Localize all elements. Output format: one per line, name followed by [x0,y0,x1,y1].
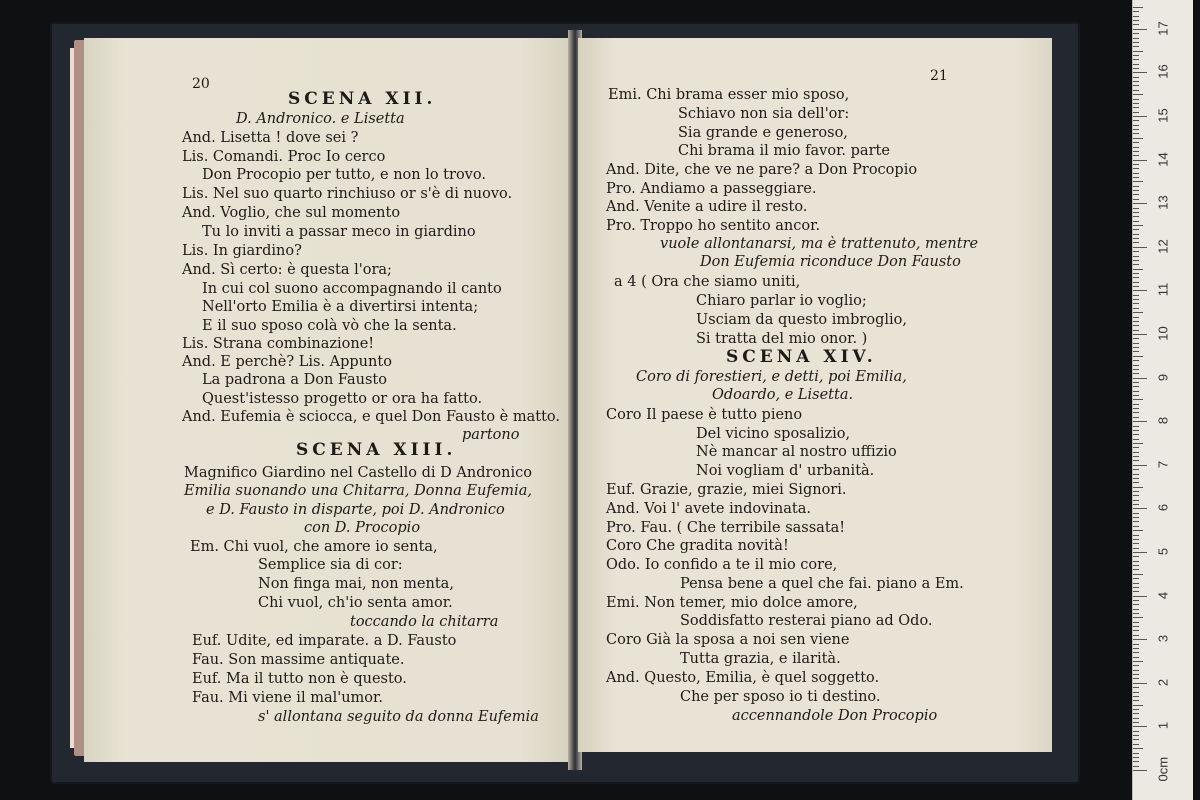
ruler-tick [1133,578,1139,579]
ruler-tick [1133,766,1139,767]
left-text-line: Euf. Ma il tutto non è questo. [192,671,407,687]
ruler-tick [1133,369,1139,370]
ruler-tick [1133,513,1139,514]
ruler-number: 12 [1155,239,1171,254]
right-text-line: Coro Che gradita novità! [606,538,789,554]
ruler-tick [1133,238,1139,239]
ruler-tick [1133,665,1139,666]
ruler-tick [1133,282,1139,283]
right-text-line: Euf. Grazie, grazie, miei Signori. [606,482,847,498]
ruler-tick [1133,90,1139,91]
ruler-number: 4 [1155,591,1171,599]
left-text-line: Don Procopio per tutto, e non lo trovo. [202,167,486,183]
ruler-tick [1133,303,1139,304]
ruler-tick [1133,508,1147,509]
ruler-tick [1133,203,1147,204]
ruler-number: 16 [1155,64,1171,80]
ruler-tick [1133,382,1139,383]
ruler-tick [1133,260,1139,261]
ruler-tick [1133,42,1139,43]
left-text-line: Tu lo inviti a passar meco in giardino [202,224,476,240]
ruler-tick [1133,404,1139,405]
right-text-line: Schiavo non sia dell'or: [678,106,850,122]
left-text-line: And. Eufemia è sciocca, e quel Don Fausto è matto. [182,409,560,425]
ruler-tick [1133,613,1139,614]
right-text-line: Pensa bene a quel che fai. piano a Em. [680,576,964,592]
right-text-line: Si tratta del mio onor. ) [696,331,868,347]
ruler-tick [1133,68,1139,69]
ruler-tick [1133,269,1143,270]
ruler-number: 6 [1155,504,1171,512]
ruler-tick [1133,365,1139,366]
ruler-tick [1133,334,1147,335]
ruler-tick [1133,421,1147,422]
ruler-tick [1133,99,1139,100]
ruler-tick [1133,408,1139,409]
right-text-line: Tutta grazia, e ilarità. [680,651,841,667]
ruler-tick [1133,142,1139,143]
right-text-line: And. Dite, che ve ne pare? a Don Procopio [606,162,918,178]
ruler-tick [1133,308,1139,309]
right-text-line: Pro. Andiamo a passeggiare. [606,181,817,197]
ruler-tick [1133,317,1139,318]
ruler-tick [1133,626,1139,627]
ruler-tick [1133,251,1139,252]
left-text-line: And. E perchè? Lis. Appunto [182,354,392,370]
ruler-tick [1133,770,1147,771]
left-text-line: Lis. Nel suo quarto rinchiuso or s'è di nuovo. [182,186,513,202]
ruler-tick [1133,530,1143,531]
ruler-tick [1133,338,1139,339]
ruler-tick [1133,356,1143,357]
ruler-tick [1133,295,1139,296]
ruler-tick [1133,64,1139,65]
ruler-tick [1133,330,1139,331]
ruler-tick [1133,168,1139,169]
ruler-tick [1133,164,1139,165]
ruler-tick [1133,674,1139,675]
ruler-number: 11 [1155,283,1171,297]
ruler-tick [1133,229,1139,230]
ruler-tick [1133,72,1147,73]
ruler-tick [1133,138,1143,139]
right-text-line: And. Venite a udire il resto. [606,199,808,215]
ruler-tick [1133,692,1139,693]
left-text-line: And. Sì certo: è questa l'ora; [182,262,392,278]
ruler-tick [1133,683,1147,684]
ruler-tick [1133,670,1139,671]
ruler-tick [1133,565,1139,566]
ruler-tick [1133,504,1139,505]
right-text-line: Pro. Troppo ho sentito ancor. [606,218,821,234]
left-text-line: Lis. Strana combinazione! [182,336,375,352]
ruler-tick [1133,155,1139,156]
ruler-tick [1133,256,1139,257]
page-number-left: 20 [192,76,210,92]
ruler-tick [1133,177,1139,178]
ruler-tick [1133,85,1139,86]
left-text-line: s' allontana seguito da donna Eufemia [258,709,539,725]
ruler-tick [1133,242,1139,243]
ruler-tick [1133,548,1139,549]
ruler-tick [1133,225,1143,226]
left-text-line: e D. Fausto in disparte, poi D. Andronico [206,502,505,518]
ruler-tick [1133,748,1143,749]
ruler-tick [1133,460,1139,461]
ruler-tick [1133,569,1139,570]
right-text-line: Emi. Non temer, mio dolce amore, [606,595,858,611]
ruler-tick [1133,24,1139,25]
right-text-line: And. Voi l' avete indovinata. [606,501,811,517]
left-text-line: E il suo sposo colà vò che la senta. [202,318,457,334]
right-text-line: Coro di forestieri, e detti, poi Emilia, [636,369,907,385]
ruler-tick [1133,443,1143,444]
ruler-tick [1133,661,1143,662]
ruler-tick [1133,120,1139,121]
ruler-tick [1133,299,1139,300]
ruler-tick [1133,173,1139,174]
page-number-right: 21 [930,68,948,84]
ruler-tick [1133,417,1139,418]
ruler-tick [1133,29,1147,30]
ruler-tick [1133,617,1143,618]
ruler-tick [1133,391,1139,392]
ruler-tick [1133,556,1139,557]
ruler-tick [1133,94,1143,95]
ruler-tick [1133,495,1139,496]
ruler-tick [1133,11,1139,12]
ruler-tick [1133,456,1139,457]
ruler-tick [1133,583,1139,584]
ruler-tick [1133,526,1139,527]
ruler-tick [1133,378,1147,379]
ruler-tick [1133,264,1139,265]
right-text-line: Soddisfatto resterai piano ad Odo. [680,613,933,629]
right-text-line: a 4 ( Ora che siamo uniti, [614,274,801,290]
ruler-tick [1133,20,1139,21]
ruler-number: 5 [1155,547,1171,556]
ruler-tick [1133,129,1139,130]
ruler-tick [1133,46,1139,47]
right-text-line: Odo. Io confido a te il mio core, [606,557,838,573]
ruler-tick [1133,630,1139,631]
ruler-number: 9 [1155,373,1171,381]
ruler-tick [1133,343,1139,344]
left-text-line: D. Andronico. e Lisetta [236,111,405,127]
ruler-tick [1133,77,1139,78]
ruler-tick [1133,700,1139,701]
ruler-tick [1133,447,1139,448]
right-text-line: SCENA XIV. [726,347,877,367]
ruler-tick [1133,107,1139,108]
left-text-line: partono [462,427,520,443]
ruler-tick [1133,561,1139,562]
ruler-tick [1133,644,1139,645]
ruler-tick [1133,290,1147,291]
ruler-tick [1133,351,1139,352]
ruler-tick [1133,452,1139,453]
ruler-number: 13 [1155,195,1171,210]
right-text-line: vuole allontanarsi, ma è trattenuto, mentre [660,236,979,252]
ruler-tick [1133,16,1139,17]
ruler-tick [1133,622,1139,623]
ruler-tick [1133,735,1139,736]
left-text-line: Magnifico Giardino nel Castello di D Andronico [184,465,532,481]
left-text-line: Fau. Mi viene il mal'umor. [192,690,383,706]
ruler-tick [1133,312,1143,313]
ruler-tick [1133,81,1139,82]
ruler-tick [1133,648,1139,649]
right-text-line: accennandole Don Procopio [732,708,938,724]
ruler-tick [1133,465,1147,466]
right-text-line: Don Eufemia riconduce Don Fausto [700,254,961,270]
ruler-tick [1133,434,1139,435]
ruler-tick [1133,687,1139,688]
ruler-tick [1133,753,1139,754]
ruler-tick [1133,221,1139,222]
ruler-tick [1133,234,1139,235]
ruler-number: 2 [1155,678,1171,686]
ruler-tick [1133,722,1139,723]
ruler-number: 10 [1155,326,1171,341]
ruler-tick [1133,731,1139,732]
right-text-line: Noi vogliam d' urbanità. [696,463,875,479]
ruler-tick [1133,216,1139,217]
ruler-tick [1133,208,1139,209]
left-text-line: In cui col suono accompagnando il canto [202,281,502,297]
ruler-tick [1133,277,1139,278]
ruler-tick [1133,160,1147,161]
ruler-tick [1133,705,1143,706]
ruler-tick [1133,181,1143,182]
right-text-line: Chi brama il mio favor. parte [678,143,890,159]
left-text-line: La padrona a Don Fausto [202,372,387,388]
ruler-tick [1133,574,1143,575]
ruler-number: 8 [1155,417,1171,425]
measuring-ruler [1132,0,1193,800]
left-text-line: Emilia suonando una Chitarra, Donna Eufemia, [184,483,532,499]
ruler-tick [1133,426,1139,427]
left-text-line: Em. Chi vuol, che amore io senta, [190,539,438,555]
ruler-tick [1133,696,1139,697]
ruler-tick [1133,190,1139,191]
ruler-tick [1133,521,1139,522]
ruler-tick [1133,199,1139,200]
ruler-tick [1133,360,1139,361]
left-text-line: Semplice sia di cor: [258,557,403,573]
right-text-line: Chiaro parlar io voglio; [696,293,867,309]
left-text-line: Quest'istesso progetto or ora ha fatto. [202,391,483,407]
ruler-tick [1133,609,1139,610]
ruler-tick [1133,500,1139,501]
ruler-tick [1133,739,1139,740]
ruler-tick [1133,761,1139,762]
left-text-line: Lis. In giardino? [182,243,302,259]
ruler-tick [1133,55,1139,56]
ruler-tick [1133,469,1139,470]
ruler-tick [1133,757,1139,758]
ruler-tick [1133,639,1147,640]
ruler-tick [1133,347,1139,348]
right-text-line: Odoardo, e Lisetta. [712,387,854,403]
ruler-tick [1133,321,1139,322]
right-text-line: Nè mancar al nostro uffizio [696,444,897,460]
ruler-tick [1133,125,1139,126]
left-text-line: SCENA XII. [288,89,437,109]
ruler-tick [1133,482,1139,483]
ruler-tick [1133,535,1139,536]
ruler-tick [1133,151,1139,152]
ruler-tick [1133,399,1143,400]
left-text-line: toccando la chitarra [350,614,499,630]
right-text-line: Che per sposo io ti destino. [680,689,881,705]
ruler-tick [1133,635,1139,636]
ruler-tick [1133,517,1139,518]
ruler-tick [1133,59,1139,60]
ruler-number: 14 [1155,151,1171,167]
ruler-tick [1133,657,1139,658]
ruler-tick [1133,474,1139,475]
ruler-number: 7 [1155,460,1171,468]
ruler-tick [1133,718,1139,719]
right-text-line: Usciam da questo imbroglio, [696,312,907,328]
right-text-line: Coro Già la sposa a noi sen viene [606,632,850,648]
ruler-tick [1133,33,1139,34]
ruler-tick [1133,744,1139,745]
ruler-tick [1133,439,1139,440]
right-text-line: Sia grande e generoso, [678,125,848,141]
right-text-line: Pro. Fau. ( Che terribile sassata! [606,520,846,536]
right-text-line: Emi. Chi brama esser mio sposo, [608,87,850,103]
left-text-line: And. Voglio, che sul momento [182,205,401,221]
ruler-tick [1133,552,1147,553]
ruler-tick [1133,487,1143,488]
ruler-tick [1133,373,1139,374]
ruler-tick [1133,678,1139,679]
ruler-number: 15 [1155,108,1171,123]
ruler-tick [1133,713,1139,714]
left-text-line: con D. Procopio [304,520,421,536]
ruler-tick [1133,386,1139,387]
ruler-unit-label: 0cm [1155,756,1171,782]
ruler-tick [1133,600,1139,601]
ruler-tick [1133,726,1147,727]
ruler-tick [1133,273,1139,274]
ruler-tick [1133,247,1147,248]
ruler-tick [1133,395,1139,396]
left-text-line: Fau. Son massime antiquate. [192,652,405,668]
left-page [84,38,570,762]
ruler-tick [1133,430,1139,431]
ruler-tick [1133,491,1139,492]
left-text-line: Chi vuol, ch'io senta amor. [258,595,453,611]
ruler-tick [1133,133,1139,134]
ruler-tick [1133,112,1139,113]
ruler-tick [1133,212,1139,213]
left-text-line: Non finga mai, non menta, [258,576,454,592]
left-text-line: SCENA XIII. [296,440,457,460]
ruler-tick [1133,147,1139,148]
ruler-tick [1133,286,1139,287]
ruler-tick [1133,325,1139,326]
ruler-number: 1 [1155,722,1171,730]
ruler-tick [1133,478,1139,479]
left-text-line: And. Lisetta ! dove sei ? [182,130,359,146]
ruler-tick [1133,194,1139,195]
right-text-line: And. Questo, Emilia, è quel soggetto. [606,670,880,686]
right-text-line: Coro Il paese è tutto pieno [606,407,803,423]
ruler-tick [1133,652,1139,653]
ruler-tick [1133,539,1139,540]
ruler-tick [1133,51,1143,52]
ruler-number: 17 [1155,21,1171,36]
ruler-tick [1133,596,1147,597]
left-text-line: Nell'orto Emilia è a divertirsi intenta; [202,299,479,315]
ruler-tick [1133,116,1147,117]
ruler-tick [1133,587,1139,588]
ruler-tick [1133,103,1139,104]
ruler-tick [1133,709,1139,710]
ruler-tick [1133,7,1143,8]
right-page [578,38,1052,752]
ruler-number: 3 [1155,635,1171,643]
ruler-tick [1133,604,1139,605]
ruler-tick [1133,38,1139,39]
ruler-tick [1133,186,1139,187]
left-text-line: Lis. Comandi. Proc Io cerco [182,149,386,165]
ruler-tick [1133,591,1139,592]
right-text-line: Del vicino sposalizio, [696,426,851,442]
ruler-tick [1133,412,1139,413]
left-text-line: Euf. Udite, ed imparate. a D. Fausto [192,633,457,649]
ruler-tick [1133,543,1139,544]
